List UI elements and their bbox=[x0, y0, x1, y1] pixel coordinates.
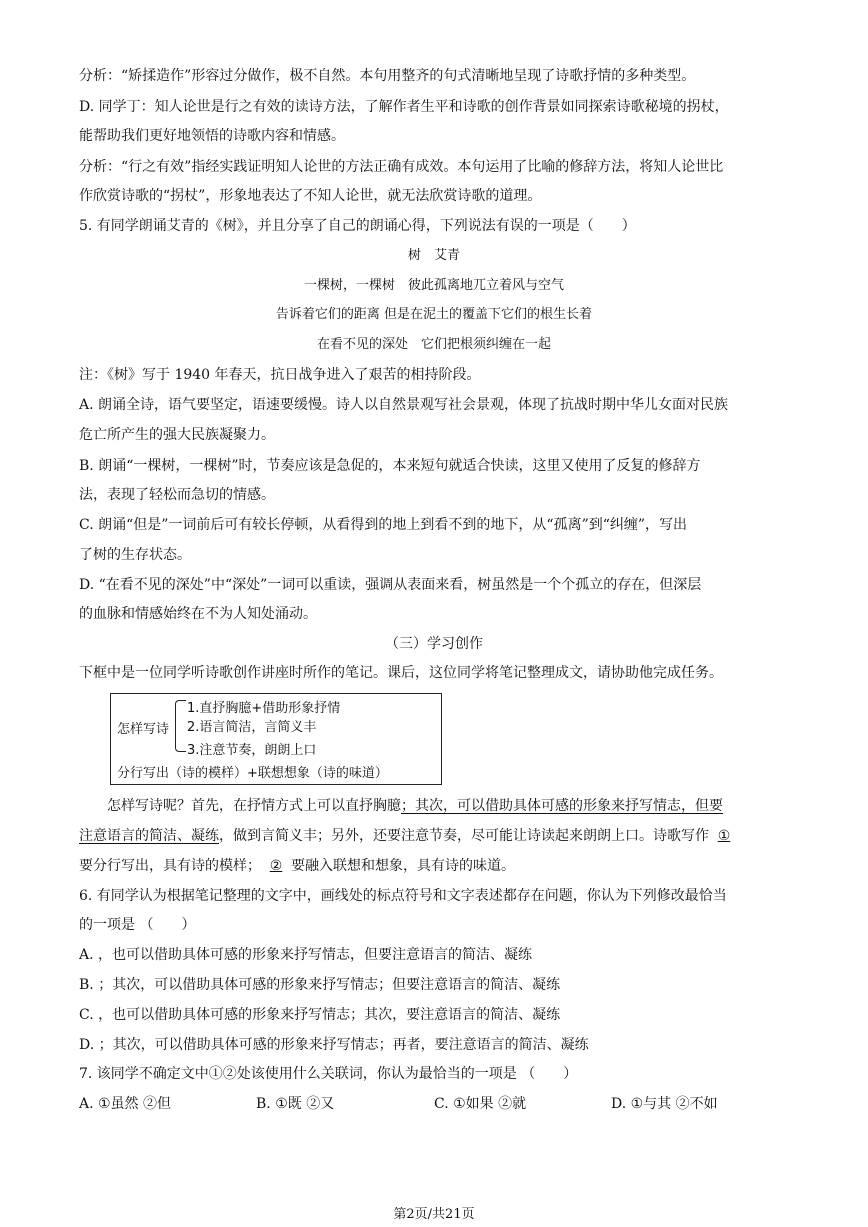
question-6-line1: 6. 有同学认为根据笔记整理的文字中，画线处的标点符号和文字表述都存在问题，你认为下列修改最恰当 bbox=[79, 888, 727, 904]
note-label: 怎样写诗 bbox=[117, 722, 170, 737]
option-5b-line2: 法，表现了轻松而急切的情感。 bbox=[79, 487, 275, 503]
question-5: 5. 有同学朗诵艾青的《树》，并且分享了自己的朗诵心得，下列说法有误的一项是（ ） bbox=[79, 218, 636, 234]
option-d-line2: 能帮助我们更好地领悟的诗歌内容和情感。 bbox=[79, 128, 345, 144]
option-6a: A. ，也可以借助具体可感的形象来抒写情志，但要注意语言的简洁、凝练 bbox=[79, 947, 533, 963]
essay-text: 要分行写出，具有诗的模样； bbox=[79, 858, 261, 874]
option-d-line1: D. 同学丁：知人论世是行之有效的读诗方法，了解作者生平和诗歌的创作背景如同探索诗歌秘境的拐杖， bbox=[79, 99, 729, 115]
page-number: 第2页/共21页 bbox=[393, 1207, 475, 1222]
underlined-text: 注意语言的简洁、凝练 bbox=[79, 828, 219, 844]
option-6b: B. ；其次，可以借助具体可感的形象来抒写情志；但要注意语言的简洁、凝练 bbox=[79, 977, 561, 993]
note-item-1: 1.直抒胸臆+借助形象抒情 bbox=[187, 701, 341, 716]
essay-text: 要融入联想和想象，具有诗的味道。 bbox=[291, 858, 515, 874]
option-5b-line1: B. 朗诵“一棵树，一棵树”时，节奏应该是急促的，本来短句就适合快读，这里又使用了反复的修辞方 bbox=[79, 458, 701, 474]
question-7: 7. 该同学不确定文中①②处该使用什么关联词，你认为最恰当的一项是 （ ） bbox=[79, 1066, 578, 1082]
essay-text: 怎样写诗呢？首先，在抒情方式上可以直抒胸臆 bbox=[79, 798, 401, 814]
option-5a-line2: 危亡所产生的强大民族凝聚力。 bbox=[79, 427, 275, 443]
analysis-d-line2: 作欣赏诗歌的“拐杖”，形象地表达了不知人论世，就无法欣赏诗歌的道理。 bbox=[79, 188, 542, 204]
essay-text: ，做到言简义丰；另外，还要注意节奏，尽可能让诗读起来朗朗上口。诗歌写作 bbox=[219, 828, 709, 844]
option-7d: D. ①与其 ②不如 bbox=[611, 1096, 718, 1112]
note-item-2: 2.语言简洁，言简义丰 bbox=[187, 720, 317, 735]
blank-2: ② bbox=[269, 858, 283, 874]
option-6d: D. ；其次，可以借助具体可感的形象来抒写情志；再者，要注意语言的简洁、凝练 bbox=[79, 1037, 589, 1053]
note-item-3: 3.注意节奏，朗朗上口 bbox=[187, 743, 317, 758]
blank-1: ① bbox=[717, 828, 731, 844]
question-6-line2: 的一项是 （ ） bbox=[79, 917, 196, 933]
poem-title: 树 艾青 bbox=[407, 248, 460, 263]
section-heading: （三）学习创作 bbox=[385, 636, 483, 652]
option-5a-line1: A. 朗诵全诗，语气要坚定，语速要缓慢。诗人以自然景观写社会景观，体现了抗战时期中华儿女面对民族 bbox=[79, 397, 729, 413]
underlined-text: ；其次，可以借助具体可感的形象来抒写情志，但要 bbox=[401, 798, 723, 814]
essay-para-line1 bbox=[79, 796, 794, 816]
option-5c-line2: 了树的生存状态。 bbox=[79, 547, 191, 563]
option-7a: A. ①虽然 ②但 bbox=[79, 1096, 172, 1112]
task-intro: 下框中是一位同学听诗歌创作讲座时所作的笔记。课后，这位同学将笔记整理成文，请协助他完成任务。 bbox=[79, 665, 723, 681]
essay-para-line2 bbox=[79, 826, 794, 846]
analysis-c: 分析：“矫揉造作”形容过分做作，极不自然。本句用整齐的句式清晰地呈现了诗歌抒情的多种类型。 bbox=[79, 68, 696, 84]
poem-line-1: 一棵树，一棵树 彼此孤离地兀立着风与空气 bbox=[303, 278, 564, 293]
poem-line-2: 告诉着它们的距离 但是在泥土的覆盖下它们的根生长着 bbox=[275, 307, 593, 322]
option-7c: C. ①如果 ②就 bbox=[434, 1096, 527, 1112]
option-5d-line2: 的血脉和情感始终在不为人知处涌动。 bbox=[79, 606, 317, 622]
note-brace bbox=[175, 700, 186, 752]
analysis-d-line1: 分析：“行之有效”指经实践证明知人论世的方法正确有成效。本句运用了比喻的修辞方法，将知人论世比 bbox=[79, 159, 724, 175]
option-5d-line1: D. “在看不见的深处”中“深处”一词可以重读，强调从表面来看，树虽然是一个个孤立的存在，但深层 bbox=[79, 577, 702, 593]
option-7b: B. ①既 ②又 bbox=[256, 1096, 335, 1112]
handwritten-note-box bbox=[110, 693, 442, 785]
option-6c: C. ，也可以借助具体可感的形象来抒写情志；其次，要注意语言的简洁、凝练 bbox=[79, 1007, 561, 1023]
note-bottom: 分行写出（诗的模样）+联想想象（诗的味道） bbox=[117, 766, 388, 781]
option-5c-line1: C. 朗诵“但是”一词前后可有较长停顿，从看得到的地上到看不到的地下，从“孤离”到“纠缠”，写出 bbox=[79, 517, 688, 533]
poem-note: 注：《树》写于 1940 年春天，抗日战争进入了艰苦的相持阶段。 bbox=[79, 367, 481, 383]
poem-line-3: 在看不见的深处 它们把根须纠缠在一起 bbox=[316, 337, 551, 352]
essay-para-line3 bbox=[79, 856, 794, 876]
